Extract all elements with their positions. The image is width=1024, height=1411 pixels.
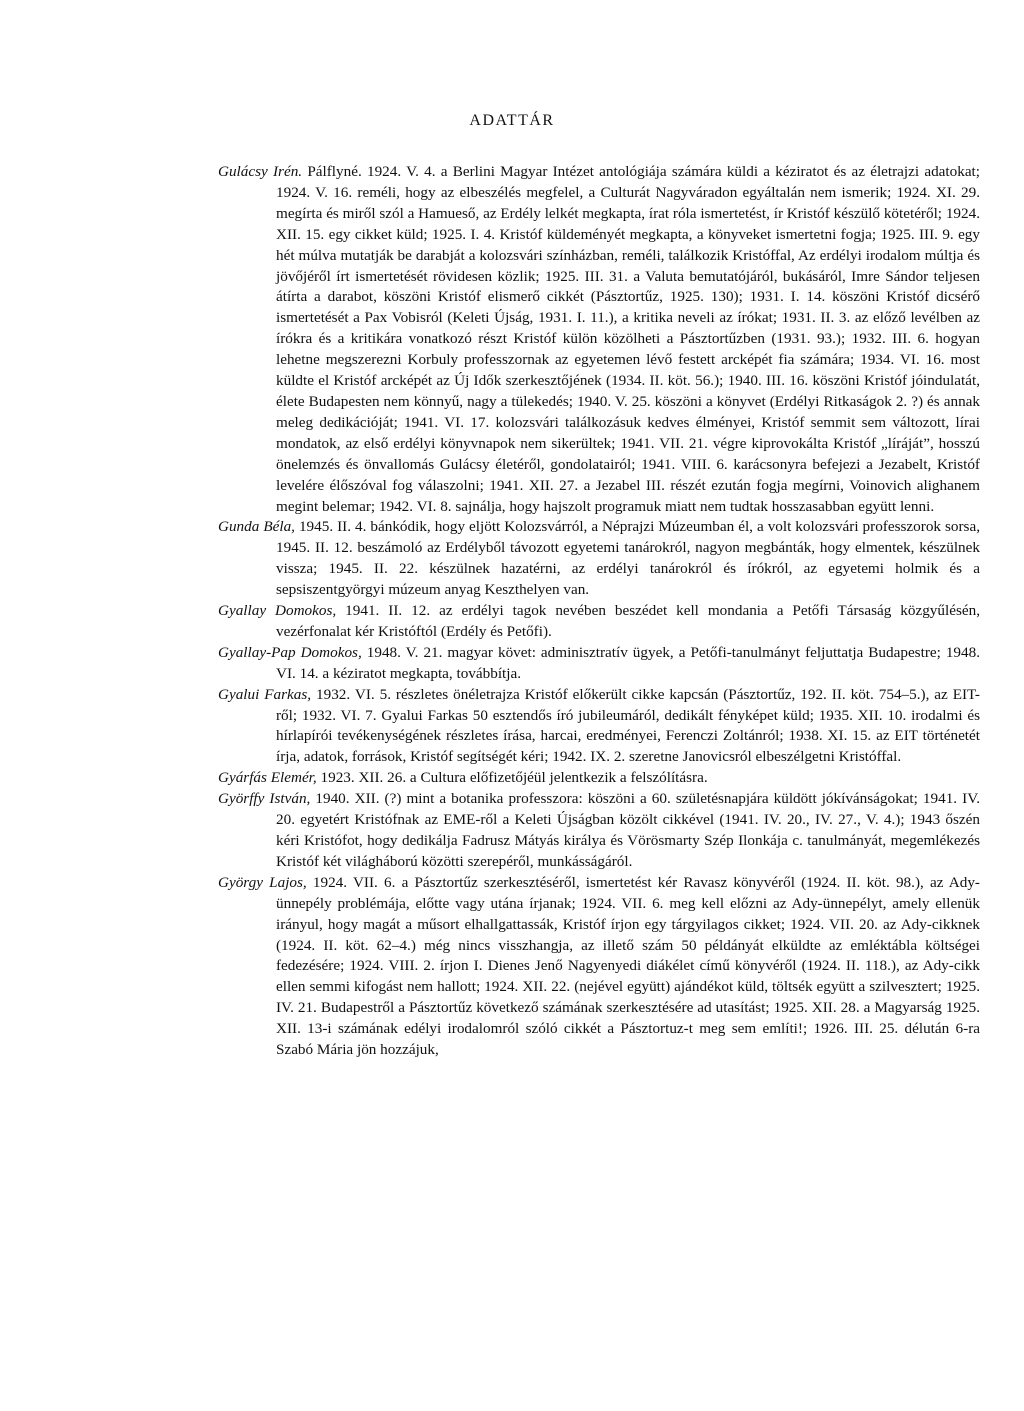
- entry-text: 1923. XII. 26. a Cultura előfizetőjéül jelentkezik a felszólításra.: [316, 769, 708, 787]
- entry-text: 1945. II. 4. bánkódik, hogy eljött Kolozsvárról, a Néprajzi Múzeumban él, a volt kolozsvári professzorok sorsa, 1945. II. 12. beszámoló az Erdélyből távozott egyetemi tanárokról, nagyon megbánták, hogy elmentek, készülnek vissza; 1945. II. 22. készülnek hazatérni, az erdélyi tanárokról és írókról, az egyetemi holmik és a sepsiszentgyörgyi múzeum anyag Keszthelyen van.: [276, 518, 980, 599]
- entry-gunda: [218, 517, 980, 601]
- entry-name: Gyárfás Elemér,: [218, 769, 317, 787]
- entry-name: Gulácsy Irén.: [218, 163, 303, 180]
- entry-text: 1932. VI. 5. részletes önéletrajza Kristóf előkerült cikke kapcsán (Pásztortűz, 192. II. köt. 754–5.), az EIT-ről; 1932. VI. 7. Gyalui Farkas 50 esztendős író jubileumáról, dedikált fényképet küld; 1935. XII. 10. irodalmi és hírlapírói tevékenységének részletes írása, harcai, eredményei, Ferenczi Zoltánról; 1938. XI. 15. az EIT történetét írja, adatok, források, Kristóf segítségét kéri; 1942. IX. 2. szeretne Janovicsról elbeszélgetni Kristóffal.: [276, 685, 980, 766]
- entry-gyorgy: [218, 873, 980, 1061]
- entry-name: Gunda Béla,: [218, 518, 295, 536]
- entry-text: Pálflyné. 1924. V. 4. a Berlini Magyar Intézet antológiája számára küldi a kéziratot és az életrajzi adatokat; 1924. V. 16. reméli, hogy az elbeszélés megfelel, a Culturát Nagyváradon egyáltalán nem ismerik; 1924. XI. 29. megírta és miről szól a Hamueső, az Erdély lelkét megkapta, írat róla ismertetést, ír Kristóf készülő kötetéről; 1924. XII. 15. egy cikket küld; 1925. I. 4. Kristóf küldeményét megkapta, a könyveket ismertetni fogja; 1925. III. 9. egy hét múlva mutatják be darabját a kolozsvári színházban, reméli, találkozik Kristóffal, Az erdélyi irodalom múltja és jövőjéről írt ismertetését rövidesen közlik; 1925. III. 31. a Valuta bemutatójáról, bukásáról, Imre Sándor teljesen átírta a darabot, köszöni Kristóf elismerő cikkét (Pásztortűz, 1925. 130); 1931. I. 14. köszöni Kristóf dicsérő ismertetését a Pax Vobisról (Keleti Újság, 1931. I. 11.), a kritika neveli az írókat; 1931. II. 3. az előző levélben az írókra és a kritikára vonatkozó részt Kristóf külön közölheti a Pásztortűzben (1931. 93.); 1932. III. 6. hogyan lehetne megszerezni Korbuly professzornak az egyetemen lévő festett arcképét fia számára; 1934. VI. 16. most küldte el Kristóf arcképét az Új Idők szerkesztőjének (1934. II. köt. 56.); 1940. III. 16. köszöni Kristóf jóindulatát, élete Budapesten nem könnyű, nagy a tülekedés; 1940. V. 25. köszöni a könyvet (Erdélyi Ritkaságok 2. ?) és annak meleg dedikációját; 1941. VI. 17. kolozsvári találkozásuk kedves élményei, Kristóf semmit sem változott, lírai mondatok, az első erdélyi könyvnapok nem sikerültek; 1941. VII. 21. végre kiprovokálta Kristóf „líráját”, hosszú önelemzés és önvallomás Gulácsy életéről, gondolatairól; 1941. VIII. 6. karácsonyra befejezi a Jezabelt, Kristóf levelére élőszóval fog válaszolni; 1941. XII. 27. a Jezabel III. részét ezután fogja megírni, Voinovich alighanem megint belemar; 1942. VI. 8. sajnálja, hogy hajszolt programuk miatt nem tudtak hosszasabban együtt lenni.: [276, 163, 980, 515]
- entry-gyalui: [218, 685, 980, 769]
- entry-text: 1948. V. 21. magyar követ: adminisztratív ügyek, a Petőfi-tanulmányt feljuttatja Budapestre; 1948. VI. 14. a kéziratot megkapta, továbbítja.: [276, 643, 981, 682]
- entry-gyarfas: [218, 768, 980, 789]
- entry-name: Györffy István,: [218, 790, 311, 808]
- entry-text: 1924. VII. 6. a Pásztortűz szerkesztéséről, ismertetést kér Ravasz könyvéről (1924. II. köt. 98.), az Ady-ünnepély problémája, előtte vagy utána írjanak; 1924. VII. 6. meg kell előzni az Ady-ünnepélyt, amely ellenük irányul, hogy magát a műsort elhallgattassák, Kristóf írjon egy tárgyilagos cikket; 1924. VII. 20. az Ady-cikknek (1924. II. köt. 62–4.) még nincs visszhangja, az illető szám 50 példányát elküldte az emléktábla költségei fedezésére; 1924. VIII. 2. írjon I. Dienes Jenő Nagyenyedi diákélet című könyvéről (1924. II. 118.), az Ady-cikk ellen semmi kifogást nem hallott; 1924. XII. 22. (nejével együtt) ajándékot küld, töltsék együtt a szilvesztert; 1925. IV. 21. Budapestről a Pásztortűz következő számának szerkesztésére ad utasítást; 1925. XII. 28. a Magyarság 1925. XII. 13-i számának edélyi irodalomról szóló cikkét a Pásztortuz-t meg sem említi!; 1926. III. 25. délután 6-ra Szabó Mária jön hozzájuk,: [276, 873, 980, 1059]
- entry-name: Gyalui Farkas,: [218, 685, 312, 703]
- entry-text: 1940. XII. (?) mint a botanika professzora: köszöni a 60. születésnapjára küldött jókívánságokat; 1941. IV. 20. egyetért Kristófnak az EME-ről a Keleti Újságban közölt cikkével (1941. IV. 20., IV. 27., V. 4.); 1943 őszén kéri Kristófot, hogy dedikálja Fadrusz Mátyás királya és Vörösmarty Szép Ilonkája c. tanulmányát, megemlékezés Kristóf két világháború közötti szerepéről, munkásságáról.: [276, 790, 980, 870]
- entry-name: György Lajos,: [218, 873, 307, 891]
- page-header: ADATTÁR: [469, 112, 555, 129]
- entry-gulacsy: [218, 162, 980, 517]
- entry-text: 1941. II. 12. az erdélyi tagok nevében beszédet kell mondania a Petőfi Társaság közgyűlésén, vezérfonalat kér Kristóftól (Erdély és Petőfi).: [276, 602, 980, 640]
- entry-gyorffy: [218, 789, 980, 873]
- entry-gyallay-pap: [218, 643, 980, 685]
- entry-name: Gyallay-Pap Domokos,: [218, 643, 362, 661]
- entry-gyallay: [218, 601, 980, 643]
- entry-list: [218, 162, 980, 1061]
- entry-name: Gyallay Domokos,: [218, 602, 337, 620]
